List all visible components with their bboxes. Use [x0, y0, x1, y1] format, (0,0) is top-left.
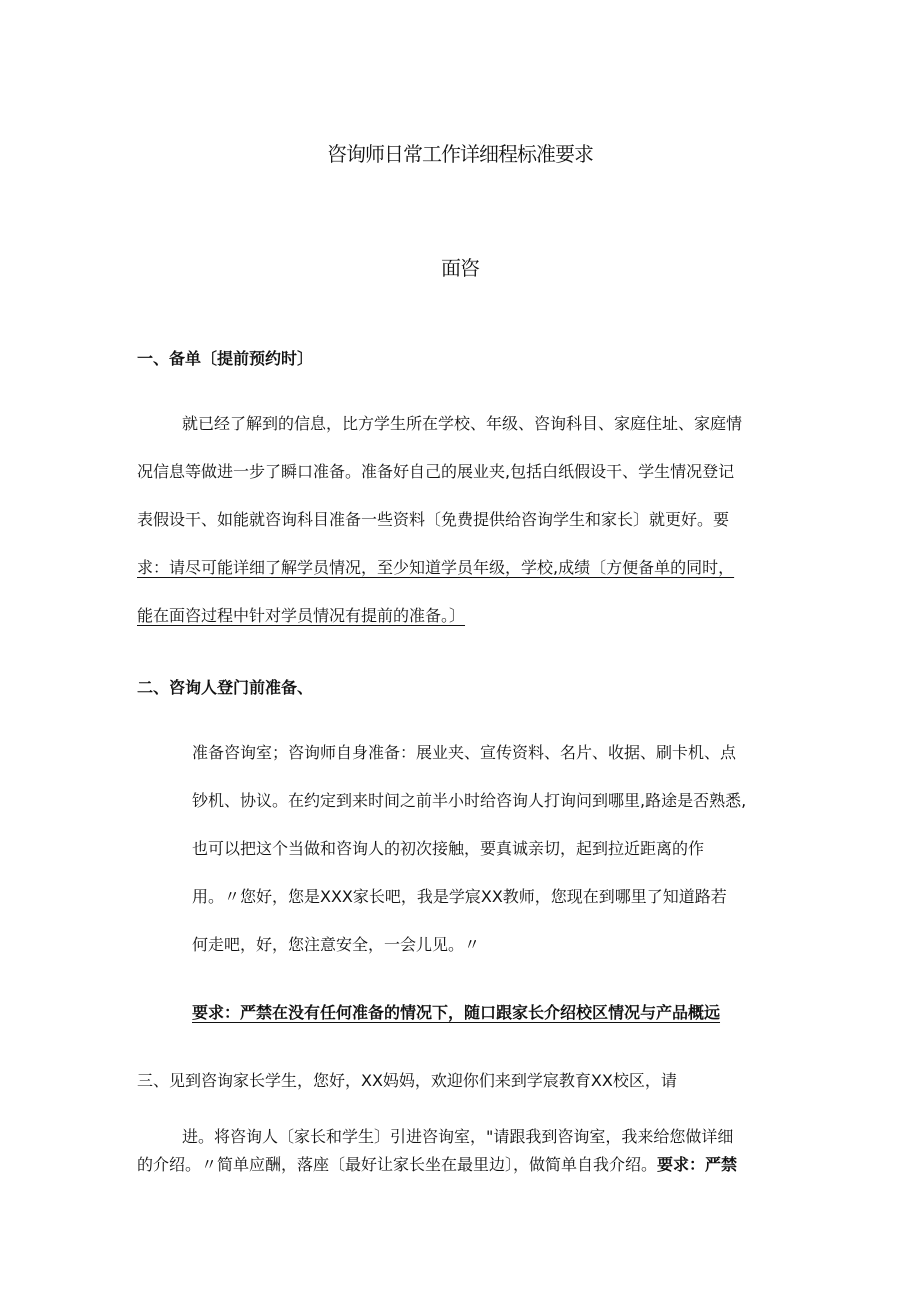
- section2-requirement: 要求：严禁在没有任何准备的情况下，随口跟家长介绍校区情况与产品概远: [192, 1003, 721, 1022]
- document-subtitle: 面咨: [441, 256, 479, 280]
- section3-line-2: 进。将咨询人〔家长和学生〕引进咨询室，"请跟我到咨询室，我来给您做详细: [182, 1127, 734, 1146]
- section2-line-3: 也可以把这个当做和咨询人的初次接触，要真诚亲切，起到拉近距离的作: [192, 839, 705, 858]
- section1-line-5: 能在面咨过程中针对学员情况有提前的准备。〕: [137, 606, 466, 625]
- section3-lead: 三、见到咨询家长学生，您好，XX妈妈，欢迎你们来到学宸教育XX校区，请: [137, 1071, 677, 1090]
- section2-line-1: 准备咨询室；咨询师自身准备：展业夹、宣传资料、名片、收据、刷卡机、点: [192, 743, 737, 762]
- section3-line-3: [137, 1155, 737, 1175]
- document-title: 咨询师日常工作详细程标准要求: [327, 142, 593, 166]
- section3-line-3-bold: 要求：严禁: [657, 1155, 738, 1174]
- section1-line-4: 求：请尽可能详细了解学员情况，至少知道学员年级，学校,成绩〔方便备单的同时，: [137, 558, 735, 577]
- section3-line-3-text: 的介绍。〃简单应酬，落座〔最好让家长坐在最里边〕，做简单自我介绍。: [137, 1155, 658, 1174]
- section1-heading: 一、备单〔提前预约时〕: [137, 349, 314, 368]
- section2-heading: 二、咨询人登门前准备、: [137, 678, 314, 697]
- section1-line-3: 表假设干、如能就咨询科目准备一些资料〔免费提供给咨询学生和家长〕就更好。要: [137, 510, 730, 529]
- section1-line-2: 况信息等做进一步了瞬口准备。准备好自己的展业夹,包括白纸假设干、学生情况登记: [137, 462, 735, 481]
- section2-line-5: 何走吧，好，您注意安全，一会儿见。〃: [192, 935, 481, 954]
- section2-line-2: 钞机、协议。在约定到来时间之前半小时给咨询人打询问到哪里,路途是否熟悉,: [192, 791, 747, 810]
- section1-line-1: 就已经了解到的信息，比方学生所在学校、年级、咨询科目、家庭住址、家庭情: [182, 414, 743, 433]
- section2-line-4: 用。〃您好，您是XXX家长吧，我是学宸XX教师，您现在到哪里了知道路若: [192, 887, 727, 906]
